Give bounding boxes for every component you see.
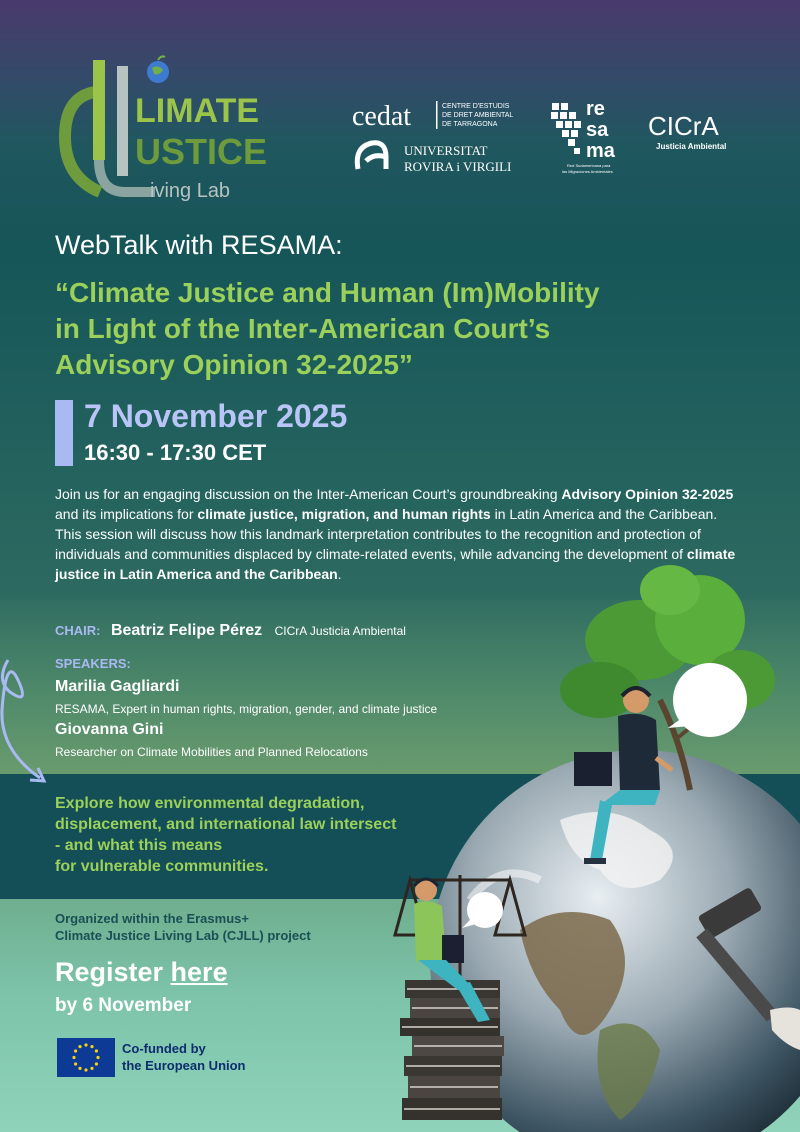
resama-mesh-icon [551, 103, 581, 154]
cicra-logo: CICrA [648, 111, 719, 141]
resama-logo: re [586, 98, 605, 120]
eu-cofunded-text: Co-funded by the European Union [122, 1041, 246, 1073]
speaker-name: Giovanna Gini [55, 721, 164, 738]
speaker-role: Researcher on Climate Mobilities and Planned Relocations [55, 745, 368, 759]
svg-text:Justicia Ambiental: Justicia Ambiental [656, 142, 727, 151]
chair-label: CHAIR: [55, 623, 101, 638]
speakers-label: SPEAKERS: [55, 656, 131, 671]
event-date: 7 November 2025 [84, 398, 348, 434]
eu-flag-icon [57, 1038, 115, 1077]
svg-text:DE TARRAGONA: DE TARRAGONA [442, 121, 498, 128]
partner-logos [352, 95, 772, 185]
organized-note: Organized within the Erasmus+ Climate Justice Living Lab (CJLL) project [55, 911, 311, 943]
urv-logo: UNIVERSITAT [404, 143, 488, 158]
register-deadline: by 6 November [55, 995, 192, 1016]
webtalk-heading: WebTalk with RESAMA: [55, 230, 343, 260]
chair-row [55, 622, 406, 640]
svg-text:CENTRE D'ESTUDIS: CENTRE D'ESTUDIS [442, 103, 510, 110]
explore-tagline: Explore how environmental degradation, displacement, and international law intersect - and what this means for vulnerable communities. [55, 795, 397, 875]
chair-name: Beatriz Felipe Pérez [110, 622, 263, 639]
chair-org: CICrA Justicia Ambiental [274, 624, 406, 638]
event-time: 16:30 - 17:30 CET [84, 440, 267, 465]
svg-text:DE DRET AMBIENTAL: DE DRET AMBIENTAL [442, 112, 514, 119]
svg-text:sa: sa [586, 119, 609, 141]
register-link[interactable]: here [170, 957, 228, 987]
speaker-name: Marilia Gagliardi [55, 678, 180, 695]
logo-line2: USTICE [135, 131, 268, 172]
logo-line3: iving Lab [150, 180, 231, 202]
svg-text:las Migraciones Ambientales: las Migraciones Ambientales [562, 169, 613, 174]
svg-text:ROVIRA i VIRGILI: ROVIRA i VIRGILI [404, 159, 512, 174]
logo-line1: LIMATE [135, 92, 260, 130]
swirl-arrow-icon [0, 650, 70, 800]
event-description: Join us for an engaging discussion on the Inter-American Court’s groundbreaking Advisory Opinion 32-2025 and its implications for climate justice, migration, and human rights in Latin America and the Caribbean. This session will discuss how this landmark interpretation contributes to the recognition and protection of individuals and communities displaced by climate-related events, while advancing the development of climate justice in Latin America and the Caribbean. [55, 486, 736, 582]
urv-icon [357, 143, 386, 169]
climate-justice-living-lab-logo [55, 52, 270, 207]
svg-text:ma: ma [586, 140, 615, 162]
register-heading: Register here [55, 957, 228, 987]
cedat-logo: cedat [352, 101, 412, 132]
date-accent-bar [55, 400, 73, 466]
svg-text:Red Sudamericana para: Red Sudamericana para [567, 163, 611, 168]
event-title: “Climate Justice and Human (Im)Mobility in Light of the Inter-American Court’s Advisory Opinion 32-2025” [55, 277, 600, 380]
speaker-role: RESAMA, Expert in human rights, migration, gender, and climate justice [55, 702, 438, 716]
